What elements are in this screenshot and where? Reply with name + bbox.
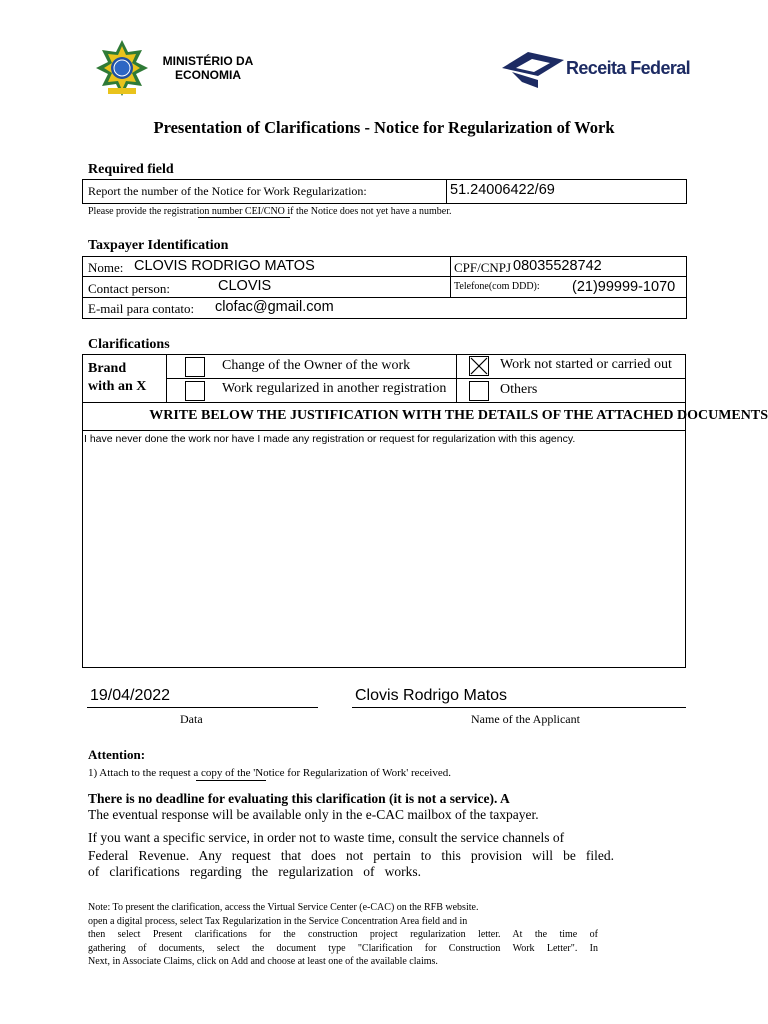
checked-x-icon xyxy=(470,357,488,375)
date-label: Data xyxy=(180,712,203,726)
contact-label: Contact person: xyxy=(88,281,170,296)
cpf-field[interactable]: 08035528742 xyxy=(513,258,602,274)
service-line-1: If you want a specific service, in order not to waste time, consult the service channels of xyxy=(88,830,565,845)
others-checkbox[interactable] xyxy=(469,381,489,401)
required-heading: Required field xyxy=(88,162,174,177)
owner-change-label: Change of the Owner of the work xyxy=(222,358,411,373)
date-field[interactable]: 19/04/2022 xyxy=(90,687,171,704)
applicant-name-field[interactable]: Clovis Rodrigo Matos xyxy=(355,687,508,704)
note-line-4: gathering of documents, select the document type "Clarification for Construction Work Letter". In xyxy=(88,942,598,954)
deadline-bold: There is no deadline for evaluating this clarification (it is not a service). A xyxy=(88,791,510,806)
not-started-checkbox[interactable] xyxy=(469,356,489,376)
regularized-checkbox[interactable] xyxy=(185,381,205,401)
not-started-label: Work not started or carried out xyxy=(500,357,672,372)
cpf-label: CPF/CNPJ xyxy=(454,260,512,275)
service-line-2: Federal Revenue. Any request that does not pertain to this provision will be filed. xyxy=(88,848,614,863)
agency-name: Receita Federal xyxy=(566,58,691,78)
brand-label-1: Brand xyxy=(88,361,127,376)
email-label: E-mail para contato: xyxy=(88,301,195,316)
taxpayer-heading: Taxpayer Identification xyxy=(88,238,229,253)
name-label: Nome: xyxy=(88,260,124,275)
applicant-name-label: Name of the Applicant xyxy=(471,712,580,726)
coat-of-arms-logo xyxy=(94,38,150,98)
phone-field[interactable]: (21)99999-1070 xyxy=(572,279,676,295)
name-field[interactable]: CLOVIS RODRIGO MATOS xyxy=(134,258,315,274)
service-line-3: of clarifications regarding the regularization of works. xyxy=(88,864,421,879)
email-field[interactable]: clofac@gmail.com xyxy=(215,299,334,315)
attention-item-1: 1) Attach to the request a copy of the 'Notice for Regularization of Work' received. xyxy=(88,767,451,779)
justification-heading: WRITE BELOW THE JUSTIFICATION WITH THE DETAILS OF THE ATTACHED DOCUMENTS xyxy=(149,408,768,423)
ministry-name: MINISTÉRIO DA ECONOMIA xyxy=(162,54,254,82)
clarifications-heading: Clarifications xyxy=(88,337,170,352)
notice-number-field[interactable]: 51.24006422/69 xyxy=(450,182,555,198)
attention-heading: Attention: xyxy=(88,747,146,762)
receita-federal-logo-icon xyxy=(502,46,566,90)
phone-label: Telefone(com DDD): xyxy=(454,281,540,292)
note-line-2: open a digital process, select Tax Regularization in the Service Concentration Area field and in xyxy=(88,915,468,927)
note-line-3: then select Present clarifications for the construction project regularization letter. At the time of xyxy=(88,929,598,940)
note-line-5: Next, in Associate Claims, click on Add and choose at least one of the available claims. xyxy=(88,956,438,967)
justification-field[interactable]: I have never done the work nor have I made any registration or request for regularization with this agency. xyxy=(84,433,576,445)
deadline-text: The eventual response will be available only in the e-CAC mailbox of the taxpayer. xyxy=(88,807,539,822)
page-title: Presentation of Clarifications - Notice for Regularization of Work xyxy=(153,118,615,137)
brand-label-2: with an X xyxy=(88,379,147,394)
required-hint: Please provide the registration number CEI/CNO if the Notice does not yet have a number. xyxy=(88,206,452,217)
note-line-1: Note: To present the clarification, access the Virtual Service Center (e-CAC) on the RFB website. xyxy=(88,902,479,913)
others-label: Others xyxy=(500,382,538,397)
owner-change-checkbox[interactable] xyxy=(185,357,205,377)
notice-number-label: Report the number of the Notice for Work Regularization: xyxy=(88,184,367,198)
regularized-label: Work regularized in another registration xyxy=(222,381,447,396)
contact-field[interactable]: CLOVIS xyxy=(218,278,272,294)
note-block xyxy=(88,901,598,969)
